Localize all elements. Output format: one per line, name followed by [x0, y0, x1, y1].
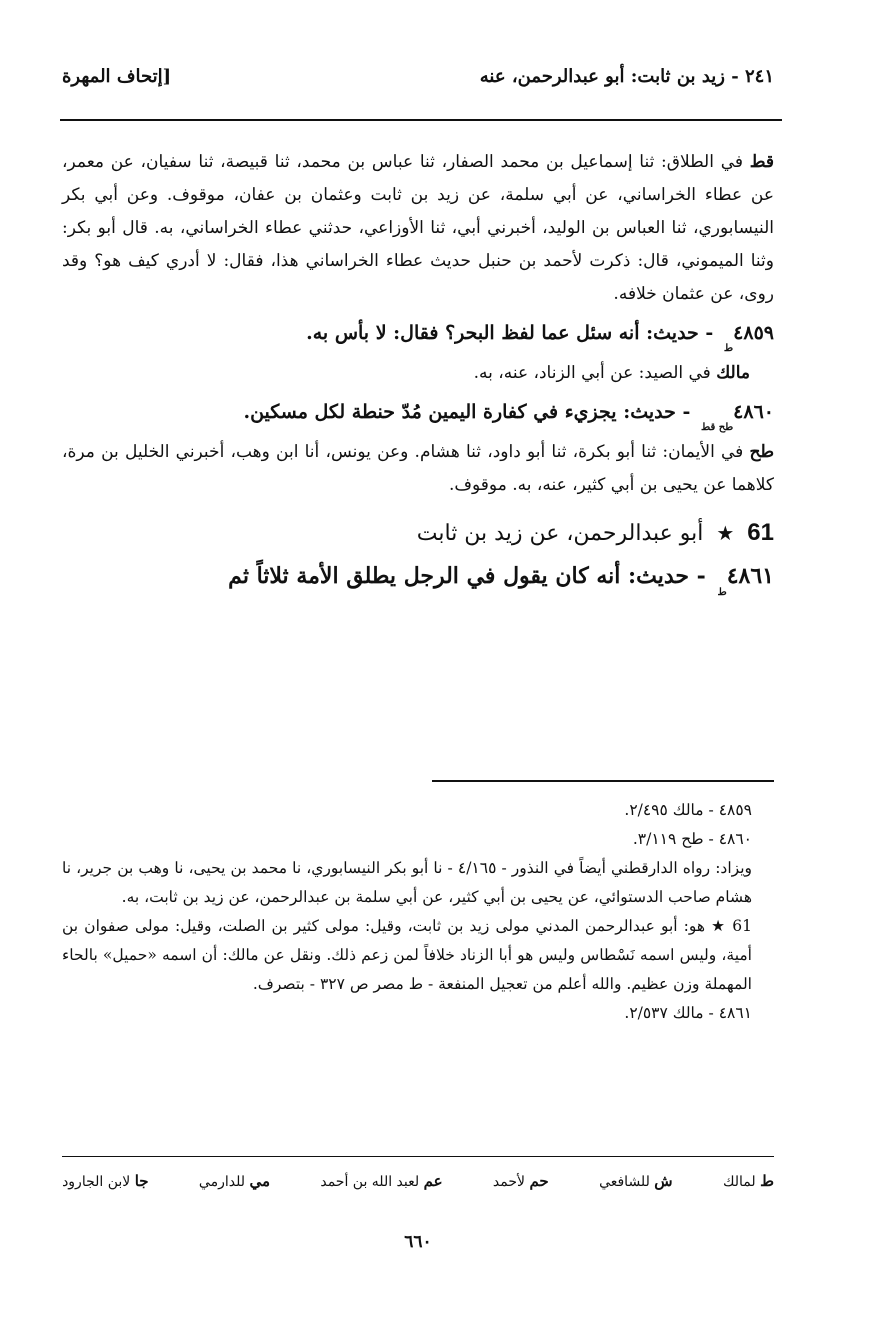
abbreviations-key: [62, 1172, 774, 1190]
hadith-number: ٤٨٦١: [726, 563, 774, 589]
running-header: [62, 66, 774, 100]
hadith-entry: [62, 560, 774, 597]
hadith-number: ٤٨٥٩: [733, 322, 774, 344]
abbreviation: جا لابن الجارود: [62, 1172, 149, 1190]
section-heading: [62, 516, 774, 550]
paragraph-text: في الأيمان: ثنا أبو بكرة، ثنا أبو داود، ثنا هشام. وعن يونس، أنا ابن وهب، أخبرني الخليل بن مرة، كلاهما عن يحيى بن أبي كثير، عنه، به. موقوف.: [62, 442, 774, 495]
hadith-entry: [62, 317, 774, 353]
source-mark: ط: [723, 343, 734, 354]
footnote: ٤٨٦٠ - طح ٣/١١٩.: [632, 830, 752, 848]
paragraph: [62, 436, 774, 502]
abbreviation: ش للشافعي: [599, 1172, 673, 1190]
footnote: ويزاد: رواه الدارقطني أيضاً في النذور - ٤/١٦٥ - نا أبو بكر النيسابوري، نا محمد بن يحيى، نا وهب بن جرير، نا هشام صاحب الدستوائي، عن يحيى بن أبي كثير، عن أبي سلمة بن عبدالرحمن، عن زيد بن ثابت، به.: [62, 859, 752, 906]
source-mark: طح قط: [701, 422, 734, 433]
footnote: ٤٨٥٩ - مالك ٢/٤٩٥.: [624, 801, 752, 819]
source-code: طح: [749, 442, 774, 462]
footnote: ٤٨٦١ - مالك ٢/٥٣٧.: [624, 1004, 752, 1022]
source-code: قط: [749, 152, 774, 172]
abbreviation: مي للدارمي: [198, 1172, 270, 1190]
hadith-text: - حديث: أنه كان يقول في الرجل يطلق الأمة ثلاثاً ثم: [228, 563, 706, 589]
header-book-title: [إتحاف المهرة: [62, 66, 172, 87]
abbreviation: عم لعبد الله بن أحمد: [320, 1172, 443, 1190]
section-number: 61: [747, 519, 774, 546]
header-chapter: ٢٤١ - زيد بن ثابت: أبو عبدالرحمن، عنه: [479, 66, 774, 87]
source-code: مالك: [716, 363, 750, 383]
paragraph-text: في الصيد: عن أبي الزناد، عنه، به.: [473, 363, 711, 383]
abbreviation: ط لمالك: [722, 1172, 774, 1190]
document-page: [62, 0, 774, 1333]
footnotes: [62, 796, 774, 1028]
main-text: [62, 146, 774, 601]
footnote-rule: [432, 780, 774, 782]
paragraph-text: في الطلاق: ثنا إسماعيل بن محمد الصفار، ثنا عباس بن محمد، ثنا قبيصة، ثنا سفيان، عن معمر، عن عطاء الخراساني، عن أبي سلمة، عن زيد بن ثابت وعثمان بن عفان، موقوف. وعن أبي بكر النيسابوري، ثنا العباس بن الوليد، أخبرني أبي، ثنا الأوزاعي، حدثني عطاء الخراساني، به. قال أبو بكر: وثنا الميموني، قال: ذكرت لأحمد بن حنبل حديث عطاء الخراساني هذا، فقال: لا أدري كيف هو؟ وقد روى، عن عثمان خلافه.: [62, 152, 774, 304]
paragraph: [62, 357, 750, 390]
header-rule: [60, 119, 782, 121]
abbreviations-rule: [62, 1156, 774, 1157]
hadith-text: - حديث: يجزيء في كفارة اليمين مُدّ حنطة لكل مسكين.: [243, 401, 691, 423]
hadith-text: - حديث: أنه سئل عما لفظ البحر؟ فقال: لا بأس به.: [306, 322, 714, 344]
footnote: 61 ★ هو: أبو عبدالرحمن المدني مولى زيد بن ثابت، وقيل: مولى كثير بن الصلت، وقيل: مولى صفوان بن أمية، وليس اسمه نَسْطاس وليس هو أبا الزناد خلافاً لمن زعم ذلك. ونقل عن مالك: أن اسمه «حميل» بالحاء المهملة وزن عظيم. والله أعلم من تعجيل المنفعة - ط مصر ص ٣٢٧ - بتصرف.: [62, 917, 752, 993]
paragraph: [62, 146, 774, 311]
section-title: أبو عبدالرحمن، عن زيد بن ثابت: [416, 521, 704, 546]
hadith-entry: [62, 396, 774, 432]
page-number: ٦٦٠: [404, 1232, 432, 1252]
hadith-number: ٤٨٦٠: [733, 401, 774, 423]
abbreviation: حم لأحمد: [492, 1172, 549, 1190]
star-icon: ★: [716, 521, 735, 545]
source-mark: ط: [717, 587, 727, 598]
